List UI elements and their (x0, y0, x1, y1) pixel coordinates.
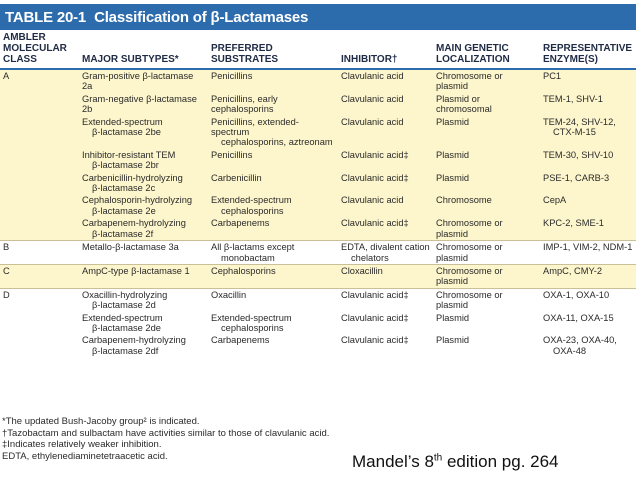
cell-genetic (433, 194, 540, 217)
cell-class-line: C (3, 265, 10, 276)
cell-substrate-line2: cephalosporins, aztreonam (221, 137, 333, 148)
cell-enzyme (540, 217, 636, 240)
cell-genetic-line: Plasmid (436, 116, 470, 127)
cell-substrate-line2: cephalosporins (221, 205, 284, 216)
table-row (0, 264, 636, 288)
cell-subtype-line: Cephalosporin-hydrolyzing (82, 195, 193, 206)
col-header-genetic: MAIN GENETIC LOCALIZATION (433, 30, 540, 69)
cell-class (0, 264, 79, 288)
header-row (0, 30, 636, 69)
cell-enzyme-line: KPC-2, SME-1 (543, 218, 604, 229)
cell-enzyme (540, 116, 636, 149)
table-row (0, 217, 636, 240)
cell-genetic (433, 334, 540, 357)
cell-genetic-line: Plasmid (436, 335, 470, 346)
cell-subtype (79, 69, 208, 93)
footnote: EDTA, ethylenediaminetetraacetic acid. (2, 450, 168, 462)
cell-enzyme (540, 69, 636, 93)
col-header-class: AMBLER MOLECULAR CLASS (0, 30, 79, 69)
cell-inhibitor (338, 217, 433, 240)
cell-enzyme-line2: CTX-M-15 (553, 127, 596, 138)
cell-subtype (79, 116, 208, 149)
cell-subtype-line: AmpC-type β-lactamase 1 (82, 265, 190, 276)
cell-substrate-line2: cephalosporins (221, 322, 284, 333)
cell-inhibitor-line: Cloxacillin (341, 265, 383, 276)
cell-subtype-line2: β-lactamase 2c (92, 183, 156, 194)
cell-class (0, 93, 79, 116)
cell-substrate-line2: monobactam (221, 252, 275, 263)
cell-subtype-line2: β-lactamase 2br (92, 160, 159, 171)
cell-substrate-line: Penicillins (211, 71, 253, 81)
cell-inhibitor (338, 241, 433, 265)
cell-genetic-line: Chromosome (436, 195, 492, 206)
cell-class-line: D (3, 289, 10, 300)
cell-subtype-line: Gram-negative β-lactamase 2b (82, 93, 197, 115)
cell-class (0, 194, 79, 217)
cell-genetic-line: Chromosome or plasmid (436, 242, 503, 263)
cell-enzyme-line: OXA-1, OXA-10 (543, 289, 610, 300)
cell-enzyme-line: OXA-11, OXA-15 (543, 312, 614, 323)
cell-genetic (433, 288, 540, 311)
cell-subtype-line: Carbapenem-hydrolyzing (82, 335, 186, 346)
cell-subtype-line2: β-lactamase 2be (92, 127, 161, 138)
cell-substrate-line: Penicillins, extended-spectrum (211, 116, 299, 138)
cell-substrate (208, 149, 338, 172)
cell-inhibitor (338, 149, 433, 172)
caption-sup: th (433, 452, 443, 464)
table-title: Classification of β-Lactamases (94, 8, 309, 26)
col-header-enzymes: REPRESENTATIVE ENZYME(S) (540, 30, 636, 69)
cell-inhibitor-line: Clavulanic acid (341, 93, 404, 104)
cell-inhibitor-line2: chelators (351, 252, 389, 263)
cell-inhibitor-line: Clavulanic acid‡ (341, 149, 409, 160)
cell-genetic-line: Plasmid or chromosomal (436, 93, 492, 115)
cell-inhibitor (338, 172, 433, 195)
cell-class (0, 241, 79, 265)
cell-substrate (208, 241, 338, 265)
cell-class (0, 149, 79, 172)
cell-genetic-line: Chromosome or plasmid (436, 265, 503, 287)
cell-inhibitor (338, 288, 433, 311)
footnote: †Tazobactam and sulbactam have activities similar to those of clavulanic acid. (2, 427, 330, 439)
cell-substrate-line: Penicillins (211, 149, 253, 160)
table-row (0, 241, 636, 265)
cell-inhibitor (338, 93, 433, 116)
cell-subtype-line: Extended-spectrum (82, 312, 163, 323)
table-row (0, 334, 636, 357)
col-header-inhibitor: INHIBITOR† (338, 30, 433, 69)
cell-subtype (79, 312, 208, 335)
cell-enzyme-line2: OXA-48 (553, 345, 587, 356)
cell-inhibitor (338, 116, 433, 149)
cell-class (0, 172, 79, 195)
cell-substrate (208, 312, 338, 335)
cell-genetic (433, 93, 540, 116)
cell-genetic (433, 241, 540, 265)
cell-enzyme (540, 194, 636, 217)
cell-subtype (79, 149, 208, 172)
cell-enzyme-line: PSE-1, CARB-3 (543, 172, 610, 183)
cell-subtype (79, 93, 208, 116)
cell-enzyme (540, 241, 636, 265)
cell-subtype-line: Gram-positive β-lactamase 2a (82, 71, 194, 92)
cell-subtype-line2: β-lactamase 2de (92, 322, 161, 333)
cell-class (0, 217, 79, 240)
cell-inhibitor-line: EDTA, divalent cation (341, 242, 430, 253)
table-row (0, 172, 636, 195)
cell-class (0, 69, 79, 93)
cell-subtype (79, 172, 208, 195)
cell-enzyme-line: TEM-24, SHV-12, (543, 116, 616, 127)
cell-subtype (79, 194, 208, 217)
cell-genetic-line: Plasmid (436, 149, 470, 160)
cell-substrate (208, 194, 338, 217)
cell-genetic (433, 172, 540, 195)
cell-genetic-line: Chromosome or plasmid (436, 218, 503, 239)
footnote: ‡Indicates relatively weaker inhibition. (2, 439, 162, 450)
cell-inhibitor-line: Clavulanic acid‡ (341, 335, 409, 346)
cell-class-line: B (3, 242, 10, 253)
cell-class (0, 116, 79, 149)
col-header-substrates: PREFERRED SUBSTRATES (208, 30, 338, 69)
table-row (0, 312, 636, 335)
footnote: *The updated Bush-Jacoby group² is indicated. (2, 416, 200, 427)
cell-class (0, 312, 79, 335)
cell-subtype-line: Inhibitor-resistant TEM (82, 149, 176, 160)
cell-class (0, 288, 79, 311)
cell-substrate (208, 288, 338, 311)
cell-enzyme-line: OXA-23, OXA-40, (543, 335, 617, 346)
cell-inhibitor (338, 69, 433, 93)
classification-table (0, 30, 636, 357)
cell-subtype-line2: β-lactamase 2d (92, 300, 156, 311)
cell-subtype (79, 217, 208, 240)
cell-substrate (208, 69, 338, 93)
cell-subtype (79, 241, 208, 265)
cell-inhibitor (338, 194, 433, 217)
cell-substrate-line: Extended-spectrum (211, 312, 292, 323)
cell-inhibitor (338, 312, 433, 335)
cell-enzyme-line: AmpC, CMY-2 (543, 265, 603, 276)
cell-substrate (208, 93, 338, 116)
footnotes (2, 416, 329, 462)
caption-tail: edition pg. 264 (442, 452, 559, 471)
source-caption (352, 452, 559, 472)
cell-enzyme-line: TEM-30, SHV-10 (543, 149, 614, 160)
cell-substrate-line: Carbapenems (211, 218, 270, 229)
col-header-subtypes: MAJOR SUBTYPES* (79, 30, 208, 69)
cell-inhibitor-line: Clavulanic acid (341, 116, 404, 127)
cell-genetic (433, 116, 540, 149)
cell-substrate-line: Carbenicillin (211, 172, 262, 183)
cell-subtype-line2: β-lactamase 2f (92, 228, 154, 239)
cell-enzyme (540, 149, 636, 172)
cell-enzyme-line: CepA (543, 195, 567, 206)
cell-subtype-line: Metallo-β-lactamase 3a (82, 242, 179, 253)
cell-substrate (208, 264, 338, 288)
cell-subtype-line: Carbapenem-hydrolyzing (82, 218, 186, 229)
cell-subtype (79, 334, 208, 357)
cell-enzyme-line: PC1 (543, 71, 562, 81)
cell-subtype-line2: β-lactamase 2df (92, 345, 159, 356)
cell-substrate (208, 172, 338, 195)
table-row (0, 93, 636, 116)
cell-inhibitor-line: Clavulanic acid‡ (341, 289, 409, 300)
cell-inhibitor-line: Clavulanic acid‡ (341, 218, 409, 229)
cell-inhibitor (338, 264, 433, 288)
table-row (0, 288, 636, 311)
cell-class-line: A (3, 71, 10, 81)
cell-enzyme (540, 312, 636, 335)
cell-substrate-line: Oxacillin (211, 289, 247, 300)
table-number: TABLE 20-1 (5, 8, 87, 26)
cell-enzyme-line: IMP-1, VIM-2, NDM-1 (543, 242, 633, 253)
cell-substrate-line: Penicillins, early cephalosporins (211, 93, 278, 115)
table-row (0, 149, 636, 172)
cell-inhibitor-line: Clavulanic acid‡ (341, 312, 409, 323)
cell-genetic (433, 264, 540, 288)
cell-substrate-line: Cephalosporins (211, 265, 276, 276)
table-row (0, 116, 636, 149)
cell-substrate (208, 217, 338, 240)
cell-subtype-line: Extended-spectrum (82, 116, 163, 127)
cell-genetic-line: Chromosome or plasmid (436, 71, 503, 92)
cell-inhibitor (338, 334, 433, 357)
cell-enzyme (540, 93, 636, 116)
cell-subtype-line: Carbenicillin-hydrolyzing (82, 172, 183, 183)
cell-enzyme (540, 172, 636, 195)
cell-subtype (79, 264, 208, 288)
cell-substrate-line: Extended-spectrum (211, 195, 292, 206)
cell-genetic-line: Chromosome or plasmid (436, 289, 503, 311)
cell-enzyme (540, 334, 636, 357)
cell-substrate-line: Carbapenems (211, 335, 270, 346)
cell-substrate (208, 116, 338, 149)
cell-enzyme-line: TEM-1, SHV-1 (543, 93, 603, 104)
cell-genetic (433, 217, 540, 240)
cell-enzyme (540, 288, 636, 311)
cell-inhibitor-line: Clavulanic acid‡ (341, 172, 409, 183)
cell-substrate (208, 334, 338, 357)
cell-subtype-line: Oxacillin-hydrolyzing (82, 289, 168, 300)
table-row (0, 69, 636, 93)
cell-genetic-line: Plasmid (436, 312, 470, 323)
cell-inhibitor-line: Clavulanic acid (341, 71, 404, 81)
cell-genetic (433, 149, 540, 172)
cell-enzyme (540, 264, 636, 288)
cell-genetic (433, 69, 540, 93)
cell-inhibitor-line: Clavulanic acid (341, 195, 404, 206)
table-title-bar (0, 4, 636, 30)
cell-class (0, 334, 79, 357)
table-row (0, 194, 636, 217)
cell-substrate-line: All β-lactams except (211, 242, 295, 253)
caption-text: Mandel’s 8 (352, 452, 434, 471)
cell-subtype-line2: β-lactamase 2e (92, 205, 156, 216)
cell-genetic-line: Plasmid (436, 172, 470, 183)
cell-subtype (79, 288, 208, 311)
cell-genetic (433, 312, 540, 335)
